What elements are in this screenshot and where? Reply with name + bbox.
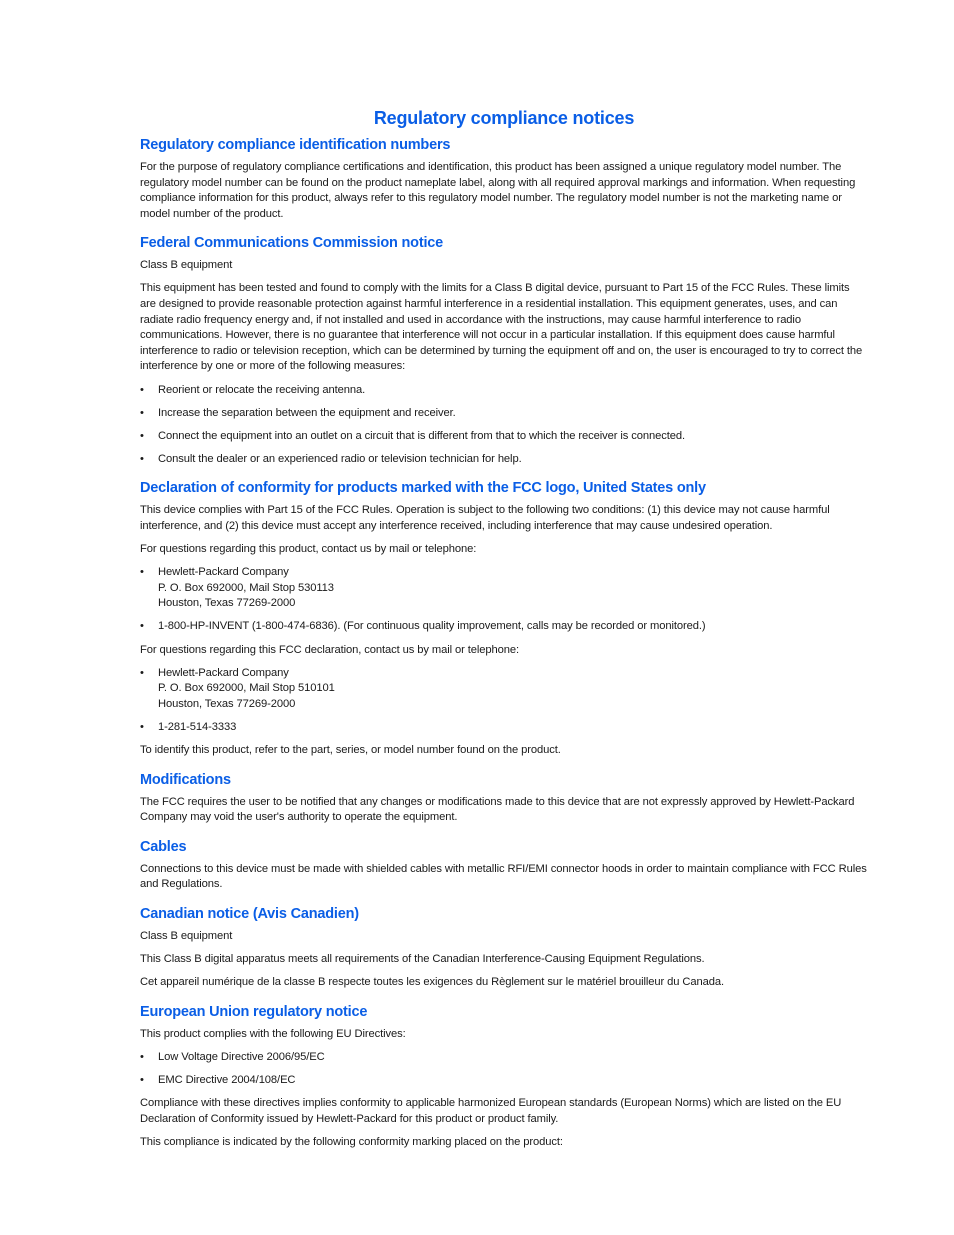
- section-eu-notice: [140, 1004, 868, 1151]
- section-heading: Canadian notice (Avis Canadien): [140, 906, 359, 922]
- mailing-address: • Hewlett-Packard Company P. O. Box 692000, Mail Stop 510101 Houston, Texas 77269-2000: [140, 666, 335, 710]
- bullet-icon: •: [140, 1073, 144, 1086]
- bullet-icon: •: [140, 452, 144, 465]
- phone-number: • 1-800-HP-INVENT (1-800-474-6836). (For continuous quality improvement, calls may be recorded or monitored.): [140, 619, 868, 635]
- section-heading: Declaration of conformity for products marked with the FCC logo, United States only: [140, 480, 706, 497]
- paragraph: Compliance with these directives implies conformity to applicable harmonized European standards (European Norms) which are listed on the EU Declaration of Conformity issued by Hewlett-Packard for this product or product family.: [140, 1097, 842, 1125]
- paragraph: This Class B digital apparatus meets all requirements of the Canadian Interference-Causing Equipment Regulations.: [140, 953, 705, 966]
- list-item: • Increase the separation between the equipment and receiver.: [140, 406, 868, 422]
- paragraph: Class B equipment: [140, 259, 233, 272]
- bullet-icon: •: [140, 383, 144, 396]
- phone-number: • 1-281-514-3333: [140, 720, 868, 736]
- paragraph: Connections to this device must be made with shielded cables with metallic RFI/EMI connector hoods in order to maintain compliance with FCC Rules and Regulations.: [140, 862, 867, 891]
- paragraph: Class B equipment: [140, 930, 233, 942]
- section-modifications: [140, 772, 868, 826]
- paragraph: For the purpose of regulatory compliance certifications and identification, this product has been assigned a unique regulatory model number. The regulatory model number can be found on the product nameplate label, along with all required approval markings and information. When requesting compliance information for this product, always refer to this regulatory model number. The regulatory model number is not the marketing name or model number of the product.: [140, 161, 856, 220]
- list-item: • Consult the dealer or an experienced radio or television technician for help.: [140, 452, 868, 468]
- bullet-icon: •: [140, 566, 144, 579]
- bullet-icon: •: [140, 666, 144, 679]
- bullet-icon: •: [140, 720, 144, 733]
- paragraph: This product complies with the following EU Directives:: [140, 1027, 406, 1040]
- section-identification-numbers: [140, 137, 868, 222]
- section-heading: European Union regulatory notice: [140, 1003, 368, 1020]
- bullet-icon: •: [140, 620, 144, 633]
- mailing-address: • Hewlett-Packard Company P. O. Box 692000, Mail Stop 530113 Houston, Texas 77269-2000: [140, 566, 334, 610]
- page-title: Regulatory compliance notices: [373, 108, 635, 128]
- contact-list: [140, 565, 868, 635]
- section-cables: [140, 839, 868, 893]
- paragraph: This equipment has been tested and found to comply with the limits for a Class B digital device, pursuant to Part 15 of the FCC Rules. These limits are designed to provide reasonable protection against harmful interference in a residential installation. This equipment generates, uses, and can radiate radio frequency energy and, if not installed and used in accordance with the instructions, may cause harmful interference to radio communications. However, there is no guarantee that interference will not occur in a particular installation. If this equipment does cause harmful interference to radio or television reception, which can be determined by turning the equipment off and on, the user is encouraged to try to correct the interference by one or more of the following measures:: [140, 282, 863, 373]
- measures-list: [140, 383, 868, 468]
- paragraph: This device complies with Part 15 of the FCC Rules. Operation is subject to the following two conditions: (1) this device may not cause harmful interference, and (2) this device must accept any interference received, including interference that may cause undesired operation.: [140, 504, 830, 532]
- bullet-icon: •: [140, 1050, 144, 1063]
- section-heading: Federal Communications Commission notice: [140, 235, 443, 252]
- list-item: • Connect the equipment into an outlet on a circuit that is different from that to which the receiver is connected.: [140, 429, 868, 445]
- section-declaration-of-conformity: [140, 480, 868, 758]
- bullet-icon: •: [140, 429, 144, 442]
- document-content: [140, 108, 868, 1158]
- paragraph: This compliance is indicated by the following conformity marking placed on the product:: [140, 1135, 563, 1148]
- paragraph: For questions regarding this product, contact us by mail or telephone:: [140, 543, 477, 556]
- section-heading: Cables: [140, 838, 187, 855]
- section-canadian-notice: [140, 906, 868, 991]
- paragraph: The FCC requires the user to be notified that any changes or modifications made to this device that are not expressly approved by Hewlett-Packard Company may void the user's authority to operate the equipment.: [140, 795, 855, 824]
- section-fcc-notice: [140, 235, 868, 467]
- paragraph: For questions regarding this FCC declaration, contact us by mail or telephone:: [140, 643, 519, 656]
- bullet-icon: •: [140, 406, 144, 419]
- list-item: • Reorient or relocate the receiving antenna.: [140, 383, 868, 399]
- section-heading: Regulatory compliance identification numbers: [140, 137, 451, 153]
- paragraph: To identify this product, refer to the part, series, or model number found on the product.: [140, 744, 561, 757]
- list-item: • Low Voltage Directive 2006/95/EC: [140, 1050, 868, 1066]
- paragraph: Cet appareil numérique de la classe B respecte toutes les exigences du Règlement sur le matériel brouilleur du Canada.: [140, 976, 724, 989]
- contact-list: [140, 666, 868, 736]
- directives-list: [140, 1050, 868, 1089]
- list-item: • EMC Directive 2004/108/EC: [140, 1073, 868, 1089]
- section-heading: Modifications: [140, 771, 231, 788]
